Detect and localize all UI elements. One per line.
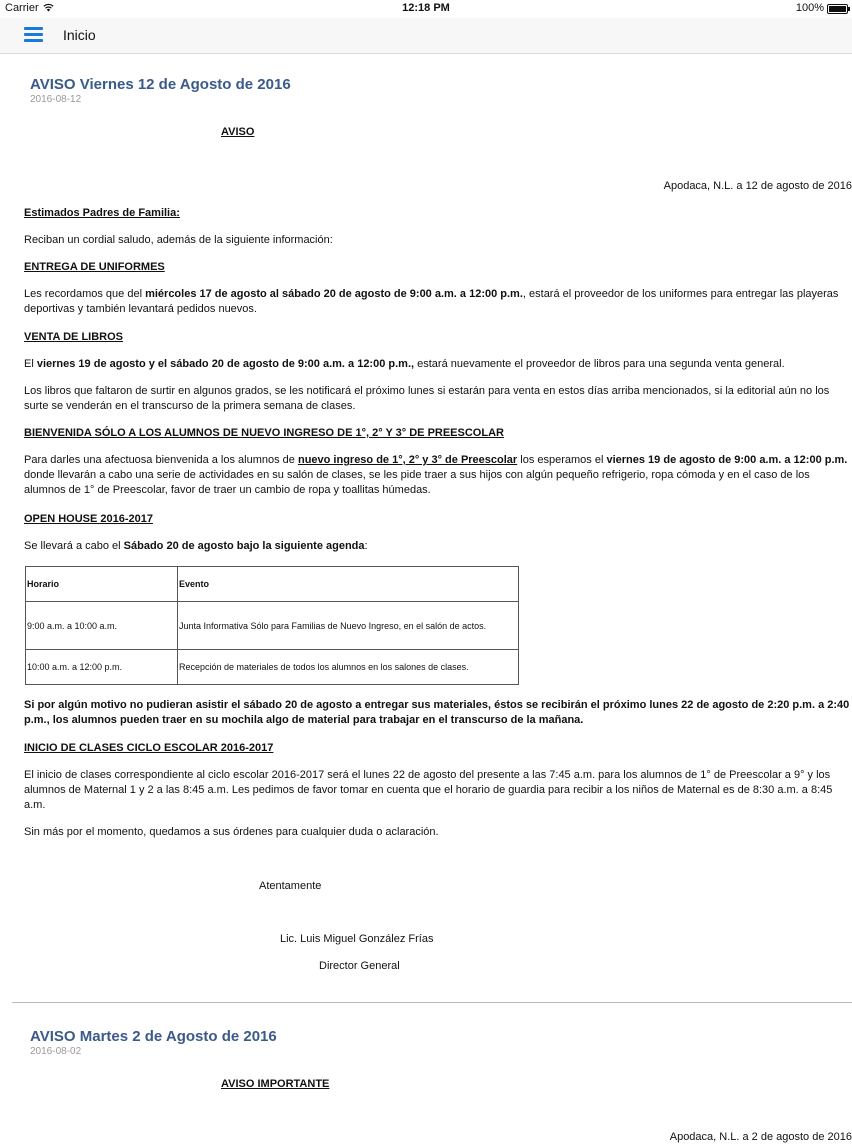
place-date: Apodaca, N.L. a 12 de agosto de 2016 [663, 180, 852, 192]
post-title[interactable]: AVISO Martes 2 de Agosto de 2016 [30, 1028, 277, 1045]
bienvenida-paragraph: Para darles una afectuosa bienvenida a los alumnos de nuevo ingreso de 1°, 2° y 3° de Preescolar los esperamos el viernes 19 de agosto de 9:00 a.m. a 12:00 p.m. donde llevarán a cabo una serie de actividades en su salón de clases, se les pide traer a sus hijos con algún pequeño refrigerio, ropa cómoda y en el caso de los alumnos de 1° de Preescolar, favor de traer un cambio de ropa y toallitas húmedas. [24, 454, 848, 496]
nav-bar [0, 18, 852, 54]
open-house-paragraph: Se llevará a cabo el Sábado 20 de agosto bajo la siguiente agenda: [24, 540, 368, 552]
agenda-table [25, 566, 519, 685]
atentamente: Atentamente [259, 880, 322, 892]
battery-percent: 100% [795, 2, 824, 14]
aviso-heading: AVISO [221, 126, 255, 138]
inicio-paragraph: El inicio de clases correspondiente al ciclo escolar 2016-2017 será el lunes 22 de agosto del presente a las 7:45 a.m. para los alumnos de 1° de Preescolar a 9° y los alumnos de Maternal 1 y 2 a las 8:45 a.m. Les pedimos de favor tomar en cuenta que el horario de guardia para recibir a los niños de Maternal es de 8:30 a.m. a 8:45 a.m. [24, 769, 833, 811]
post-date: 2016-08-12 [30, 94, 82, 105]
signer-name: Lic. Luis Miguel González Frías [280, 933, 434, 945]
intro-text: Reciban un cordial saludo, además de la siguiente información: [24, 234, 333, 246]
libros-paragraph-2: Los libros que faltaron de surtir en algunos grados, se les notificará el próximo lunes si estarán para venta en estos días arriba mencionados, si la editorial aún no los surte se venderán en el transcurso de la primera semana de clases. [24, 385, 830, 412]
table-cell: Recepción de materiales de todos los alumnos en los salones de clases. [178, 650, 519, 685]
greeting: Estimados Padres de Familia: [24, 207, 180, 219]
table-cell: Junta Informativa Sólo para Familias de Nuevo Ingreso, en el salón de actos. [178, 602, 519, 650]
aviso-heading: AVISO IMPORTANTE [221, 1078, 330, 1090]
feed[interactable] [0, 53, 852, 1143]
bold-note: Si por algún motivo no pudieran asistir el sábado 20 de agosto a entregar sus materiales, éstos se recibirán el próximo lunes 22 de agosto de 2:20 p.m. a 2:40 p.m., los alumnos pueden traer en su mochila algo de material para trabajar en el transcurso de la mañana. [24, 699, 850, 726]
table-cell: 10:00 a.m. a 12:00 p.m. [26, 650, 178, 685]
table-cell: 9:00 a.m. a 10:00 a.m. [26, 602, 178, 650]
nav-title: Inicio [63, 27, 96, 43]
table-header: Horario [26, 567, 178, 602]
table-row [26, 602, 519, 650]
section-heading-inicio: INICIO DE CLASES CICLO ESCOLAR 2016-2017 [24, 742, 274, 754]
table-row [26, 650, 519, 685]
table-header: Evento [178, 567, 519, 602]
section-heading-libros: VENTA DE LIBROS [24, 331, 124, 343]
closing-text: Sin más por el momento, quedamos a sus órdenes para cualquier duda o aclaración. [24, 826, 439, 838]
libros-paragraph: El viernes 19 de agosto y el sábado 20 de agosto de 9:00 a.m. a 12:00 p.m., estará nuevamente el proveedor de libros para una segunda venta general. [24, 358, 785, 370]
battery-icon [827, 4, 848, 14]
section-heading-uniformes: ENTREGA DE UNIFORMES [24, 261, 165, 273]
post-title[interactable]: AVISO Viernes 12 de Agosto de 2016 [30, 76, 291, 93]
table-header-row [26, 567, 519, 602]
divider [12, 1002, 852, 1003]
signer-title: Director General [319, 960, 400, 972]
post-date: 2016-08-02 [30, 1046, 82, 1057]
section-heading-bienvenida: BIENVENIDA SÓLO A LOS ALUMNOS DE NUEVO INGRESO DE 1°, 2° Y 3° DE PREESCOLAR [24, 427, 504, 439]
place-date: Apodaca, N.L. a 2 de agosto de 2016 [669, 1131, 852, 1143]
uniformes-paragraph: Les recordamos que del miércoles 17 de agosto al sábado 20 de agosto de 9:00 a.m. a 12:00 p.m., estará el proveedor de los uniformes para entregar las playeras deportivas y también levantará pedidos nuevos. [24, 288, 839, 315]
carrier-label: Carrier [5, 2, 39, 14]
status-bar [0, 0, 852, 18]
clock: 12:18 PM [402, 2, 450, 14]
section-heading-open-house: OPEN HOUSE 2016-2017 [24, 513, 154, 525]
menu-icon[interactable] [24, 27, 43, 42]
